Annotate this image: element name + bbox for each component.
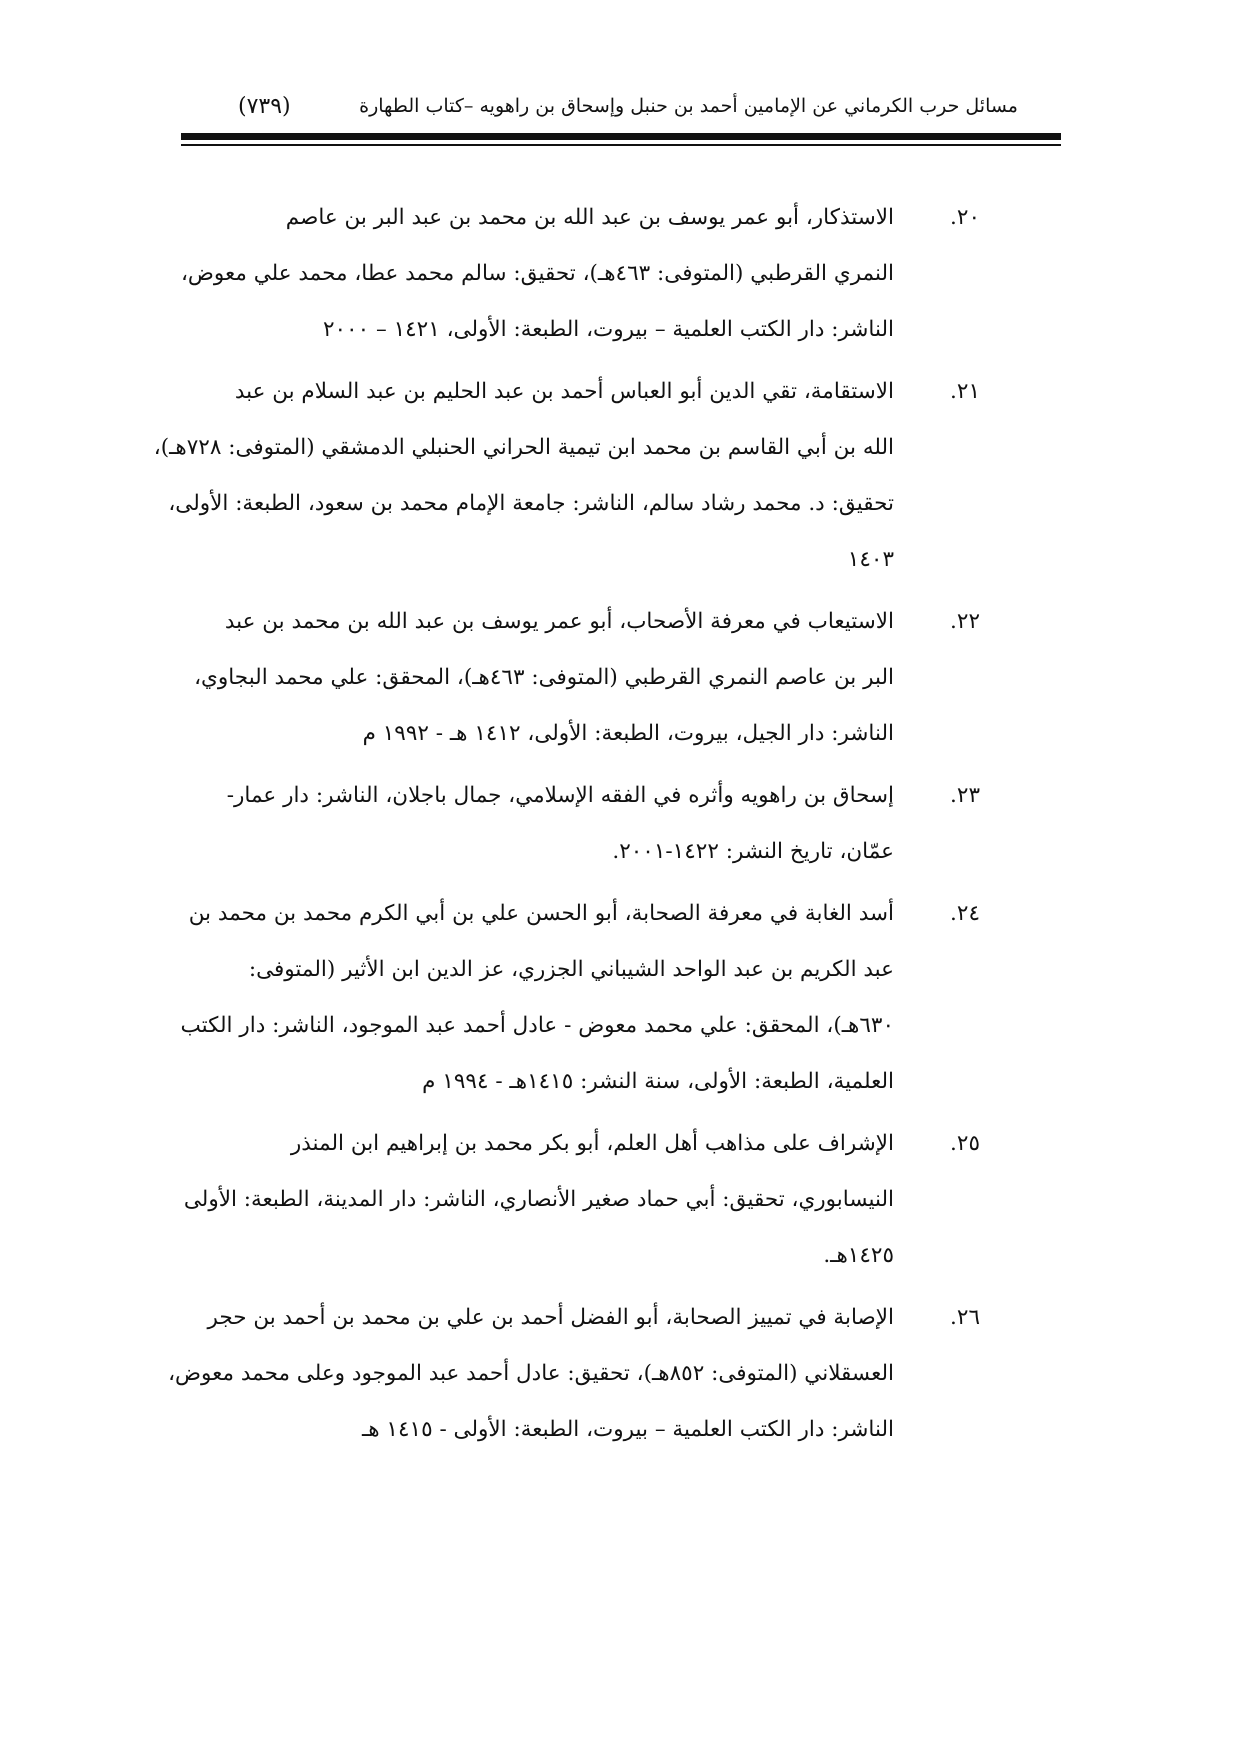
reference-entry bbox=[186, 594, 986, 762]
reference-number: ٢٦. bbox=[950, 1305, 980, 1330]
page-number: (٧٣٩) bbox=[238, 93, 291, 119]
reference-number: ٢١. bbox=[950, 379, 980, 404]
reference-text-line: عبد الكريم بن عبد الواحد الشيباني الجزري، عز الدين ابن الأثير (المتوفى: bbox=[248, 957, 894, 982]
reference-text-line: ١٤٢٥هـ. bbox=[823, 1243, 894, 1268]
reference-text-line: الناشر: دار الجيل، بيروت، الطبعة: الأولى، ١٤١٢ هـ - ١٩٩٢ م bbox=[362, 721, 894, 746]
reference-number: ٢٥. bbox=[950, 1131, 980, 1156]
reference-text-line: الاستيعاب في معرفة الأصحاب، أبو عمر يوسف بن عبد الله بن محمد بن عبد bbox=[224, 609, 894, 634]
reference-number: ٢٢. bbox=[950, 609, 980, 634]
header-title: مسائل حرب الكرماني عن الإمامين أحمد بن حنبل وإسحاق بن راهويه –كتاب الطهارة bbox=[359, 95, 1018, 117]
header-rule-thick bbox=[181, 133, 1061, 140]
reference-entry bbox=[183, 1116, 986, 1284]
reference-text-line: الإشراف على مذاهب أهل العلم، أبو بكر محمد بن إبراهيم ابن المنذر bbox=[290, 1131, 894, 1156]
header-rule-thin bbox=[181, 144, 1061, 146]
running-header bbox=[238, 86, 1018, 126]
reference-text-line: تحقيق: د. محمد رشاد سالم، الناشر: جامعة الإمام محمد بن سعود، الطبعة: الأولى، bbox=[168, 491, 894, 516]
reference-text-line: العسقلاني (المتوفى: ٨٥٢هـ)، تحقيق: عادل أحمد عبد الموجود وعلى محمد معوض، bbox=[168, 1361, 894, 1386]
reference-text-line: ١٤٠٣ bbox=[847, 547, 894, 572]
reference-text-line: الاستقامة، تقي الدين أبو العباس أحمد بن عبد الحليم بن عبد السلام بن عبد bbox=[234, 379, 894, 404]
reference-text-line: النيسابوري، تحقيق: أبي حماد صغير الأنصاري، الناشر: دار المدينة، الطبعة: الأولى bbox=[183, 1187, 894, 1212]
reference-text-line: الاستذكار، أبو عمر يوسف بن عبد الله بن محمد بن عبد البر بن عاصم bbox=[285, 205, 894, 230]
reference-number: ٢٠. bbox=[950, 205, 980, 230]
reference-text-line: أسد الغابة في معرفة الصحابة، أبو الحسن علي بن أبي الكرم محمد بن محمد بن bbox=[188, 901, 894, 926]
reference-list bbox=[153, 190, 986, 1464]
reference-text-line: إسحاق بن راهويه وأثره في الفقه الإسلامي، جمال باجلان، الناشر: دار عمار- bbox=[226, 783, 894, 808]
reference-entry bbox=[168, 1290, 986, 1458]
reference-text-line: عمّان، تاريخ النشر: ١٤٢٢-٢٠٠١. bbox=[612, 839, 894, 864]
reference-text-line: الناشر: دار الكتب العلمية – بيروت، الطبعة: الأولى، ١٤٢١ – ٢٠٠٠ bbox=[322, 317, 894, 342]
reference-entry bbox=[180, 190, 986, 358]
reference-text-line: الناشر: دار الكتب العلمية – بيروت، الطبعة: الأولى - ١٤١٥ هـ bbox=[361, 1417, 894, 1442]
reference-text-line: ٦٣٠هـ)، المحقق: علي محمد معوض - عادل أحمد عبد الموجود، الناشر: دار الكتب bbox=[180, 1013, 894, 1038]
reference-number: ٢٣. bbox=[950, 783, 980, 808]
reference-entry bbox=[180, 886, 986, 1110]
reference-text-line: الإصابة في تمييز الصحابة، أبو الفضل أحمد بن علي بن محمد بن أحمد بن حجر bbox=[207, 1305, 894, 1330]
reference-number: ٢٤. bbox=[950, 901, 980, 926]
reference-text-line: العلمية، الطبعة: الأولى، سنة النشر: ١٤١٥هـ - ١٩٩٤ م bbox=[422, 1069, 894, 1094]
reference-text-line: الله بن أبي القاسم بن محمد ابن تيمية الحراني الحنبلي الدمشقي (المتوفى: ٧٢٨هـ)، bbox=[153, 435, 894, 460]
reference-text-line: النمري القرطبي (المتوفى: ٤٦٣هـ)، تحقيق: سالم محمد عطا، محمد علي معوض، bbox=[180, 261, 894, 286]
reference-entry bbox=[153, 364, 986, 588]
reference-entry bbox=[186, 768, 986, 880]
reference-text-line: البر بن عاصم النمري القرطبي (المتوفى: ٤٦٣هـ)، المحقق: علي محمد البجاوي، bbox=[194, 665, 894, 690]
